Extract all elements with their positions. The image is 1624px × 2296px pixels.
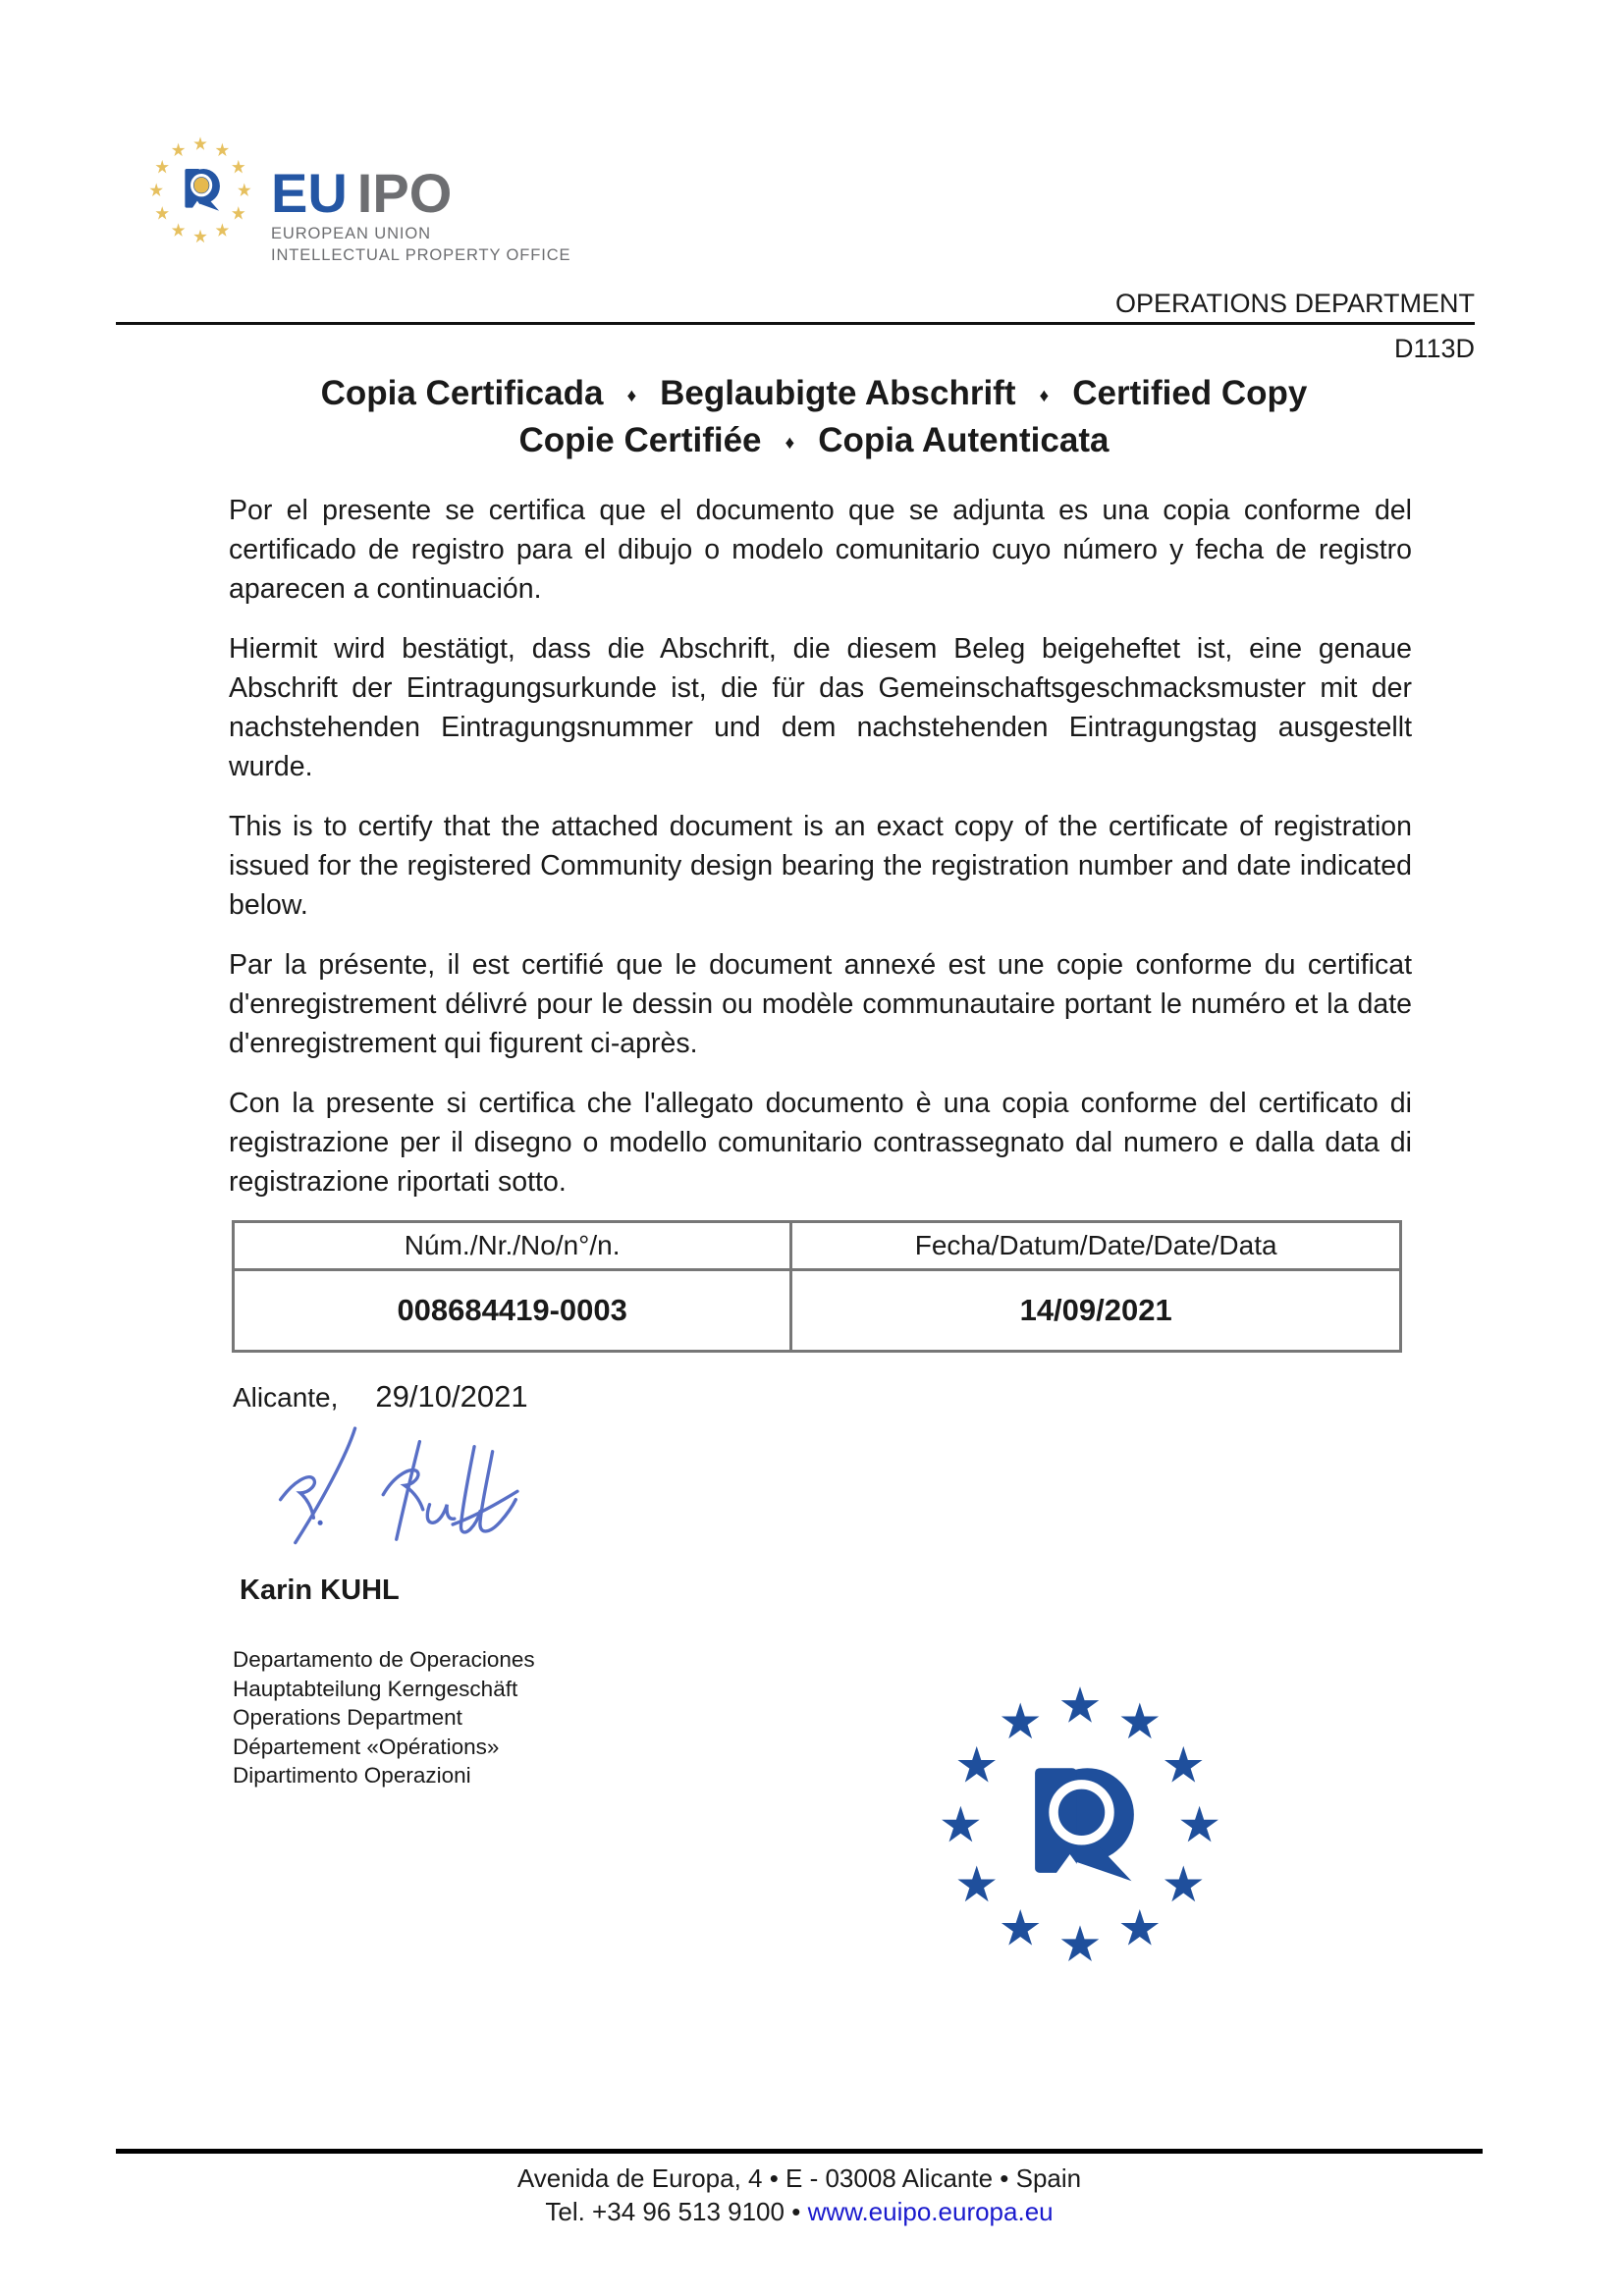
department-item-it: Dipartimento Operazioni — [233, 1763, 471, 1788]
table-value-row — [234, 1270, 1401, 1352]
registration-table — [232, 1220, 1402, 1353]
certification-paragraph-fr: Par la présente, il est certifié que le document annexé est une copie conforme du certificat d'enregistrement délivré pour le dessin ou modèle communautaire portant le numéro et la date d'enregistrement qui figurent ci-après. — [229, 949, 1412, 1059]
table-header-number: Núm./Nr./No/n°/n. — [234, 1222, 791, 1270]
footer-telephone: Tel. +34 96 513 9100 — [545, 2197, 785, 2226]
registration-date: 14/09/2021 — [791, 1270, 1401, 1352]
department-header: OPERATIONS DEPARTMENT — [1114, 289, 1475, 318]
footer-website-link: www.euipo.europa.eu — [807, 2197, 1054, 2226]
department-list — [233, 1645, 535, 1790]
wordmark-subtitle-line1: EUROPEAN UNION — [271, 225, 431, 242]
signing-date: 29/10/2021 — [375, 1379, 528, 1414]
department-item-en: Operations Department — [233, 1705, 462, 1730]
footer — [116, 2162, 1483, 2228]
certification-paragraph-es: Por el presente se certifica que el documento que se adjunta es una copia conforme del certificado de registro para el dibujo o modelo comunitario cuyo número y fecha de registro aparecen a continuación. — [229, 495, 1412, 605]
registered-design-r-icon — [185, 169, 220, 211]
euipo-logo — [145, 133, 570, 266]
diamond-separator-icon: ♦ — [785, 433, 795, 454]
footer-rule — [116, 2149, 1483, 2154]
title-de: Beglaubigte Abschrift — [660, 374, 1016, 412]
diamond-separator-icon: ♦ — [626, 386, 637, 406]
registered-design-r-icon — [1035, 1768, 1134, 1881]
footer-address: Avenida de Europa, 4 • E - 03008 Alicante • Spain — [516, 2163, 1082, 2193]
euipo-stars-logo-icon — [145, 133, 255, 248]
table-header-row — [234, 1222, 1401, 1270]
wordmark-ipo: IPO — [356, 162, 453, 224]
department-item-fr: Département «Opérations» — [233, 1734, 500, 1759]
title-it: Copia Autenticata — [818, 421, 1110, 459]
certification-paragraphs — [229, 491, 1412, 1222]
wordmark-subtitle-line2: INTELLECTUAL PROPERTY OFFICE — [271, 246, 571, 264]
title-fr: Copie Certifiée — [518, 421, 762, 459]
euipo-wordmark — [271, 162, 571, 266]
signature-image — [257, 1418, 522, 1551]
rcd-seal-logo-icon — [931, 1677, 1229, 1975]
header-rule — [116, 322, 1475, 325]
certification-paragraph-en: This is to certify that the attached document is an exact copy of the certificate of registration issued for the registered Community design bearing the registration number and date indicated below. — [229, 811, 1412, 921]
table-header-date: Fecha/Datum/Date/Date/Data — [791, 1222, 1401, 1270]
registration-number: 008684419-0003 — [234, 1270, 791, 1352]
signer-name: Karin KUHL — [240, 1575, 400, 1606]
document-code: D113D — [1393, 334, 1475, 363]
footer-contact-line — [116, 2195, 1483, 2228]
footer-bullet: • — [791, 2197, 801, 2226]
wordmark-eu: EU — [271, 162, 348, 224]
department-item-de: Hauptabteilung Kerngeschäft — [233, 1676, 518, 1701]
department-item-es: Departamento de Operaciones — [233, 1647, 535, 1672]
signing-place: Alicante, — [233, 1382, 339, 1413]
certification-paragraph-de: Hiermit wird bestätigt, dass die Abschrift, die diesem Beleg beigeheftet ist, eine genaue Abschrift der Eintragungsurkunde ist, die für das Gemeinschaftsgeschmacksmuster mit der nachstehenden Eintragungsnummer und dem nachstehenden Eintragungstag ausgestellt wurde. — [229, 633, 1412, 782]
diamond-separator-icon: ♦ — [1039, 386, 1050, 406]
title-line1 — [154, 371, 1474, 418]
certification-paragraph-it: Con la presente si certifica che l'allegato documento è una copia conforme del certificato di registrazione per il disegno o modello comunitario contrassegnato dal numero e dalla data di registrazione riportati sotto. — [229, 1088, 1412, 1198]
title-en: Certified Copy — [1072, 374, 1308, 412]
title-es: Copia Certificada — [320, 374, 604, 412]
wordmark-subtitle — [271, 223, 570, 266]
page-title — [154, 371, 1474, 465]
title-line2 — [154, 418, 1474, 465]
place-date-line — [233, 1379, 528, 1415]
